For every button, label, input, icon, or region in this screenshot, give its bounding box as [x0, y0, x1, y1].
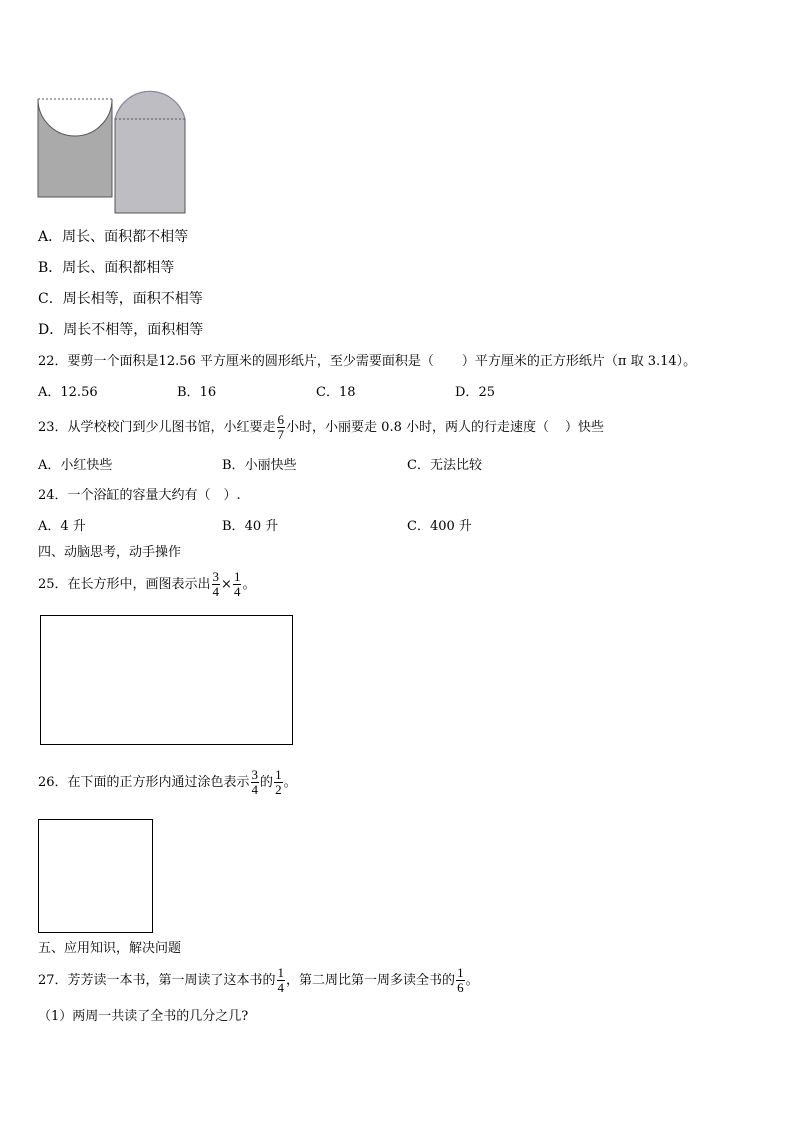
q25-fraction-2: $\frac{1}{4}$: [233, 569, 241, 599]
section-5-title: 五、应用知识，解决问题: [38, 941, 182, 956]
section-4-title: 四、动脑思考，动手操作: [38, 545, 182, 560]
q23-option-a[interactable]: A．小红快些: [38, 458, 113, 473]
q23-fraction: $\frac{6}{7}$: [277, 412, 285, 442]
q27-fraction-2: $\frac{1}{6}$: [457, 965, 464, 995]
q25-drawing-rectangle[interactable]: [40, 615, 293, 745]
q26-fraction-1: $\frac{3}{4}$: [251, 767, 259, 797]
q26-question: 26．在下面的正方形内通过涂色表示 $\frac{3}{4}$ 的 $\frac{1}{2}$ 。: [38, 767, 297, 797]
q21-option-b[interactable]: B．周长、面积都相等: [38, 260, 175, 276]
q25-question: 25．在长方形中，画图表示出 $\frac{3}{4}$ × $\frac{1}{4}$ 。: [38, 569, 256, 599]
q23-question: 23．从学校校门到少儿图书馆，小红要走 $\frac{6}{7}$ 小时，小丽要走 0.8 小时，两人的行走速度（ ）快些: [38, 412, 605, 442]
q27-question: 27．芳芳读一本书，第一周读了这本书的 $\frac{1}{4}$ ，第二周比第一周多读全书的 $\frac{1}{6}$ 。: [38, 965, 479, 995]
q24-option-b[interactable]: B．40 升: [222, 519, 279, 534]
q21-left-shape: [38, 99, 112, 197]
q24-question: 24．一个浴缸的容量大约有（ ）.: [38, 488, 241, 503]
q26-coloring-square[interactable]: [38, 819, 153, 933]
q25-fraction-1: $\frac{3}{4}$: [212, 569, 220, 599]
q22-option-d[interactable]: D．25: [455, 385, 495, 400]
q24-option-a[interactable]: A．4 升: [38, 519, 86, 534]
q21-figure: [37, 82, 189, 216]
q21-option-d[interactable]: D．周长不相等，面积相等: [38, 322, 204, 338]
q23-option-c[interactable]: C．无法比较: [407, 458, 482, 473]
q26-fraction-2: $\frac{1}{2}$: [275, 767, 282, 797]
q27-subquestion-1: （1）两周一共读了全书的几分之几?: [38, 1009, 249, 1024]
q23-option-b[interactable]: B．小丽快些: [222, 458, 297, 473]
q21-right-shape: [115, 91, 185, 213]
q22-option-a[interactable]: A．12.56: [38, 385, 98, 400]
q22-option-c[interactable]: C．18: [316, 385, 356, 400]
q22-option-b[interactable]: B．16: [177, 385, 217, 400]
q27-fraction-1: $\frac{1}{4}$: [277, 965, 285, 995]
q24-option-c[interactable]: C．400 升: [407, 519, 472, 534]
q22-question: 22．要剪一个面积是12.56 平方厘米的圆形纸片，至少需要面积是（ ）平方厘米的正方形纸片（π 取 3.14）。: [38, 354, 697, 369]
q21-option-a[interactable]: A．周长、面积都不相等: [38, 229, 189, 245]
q21-option-c[interactable]: C．周长相等，面积不相等: [38, 291, 203, 307]
